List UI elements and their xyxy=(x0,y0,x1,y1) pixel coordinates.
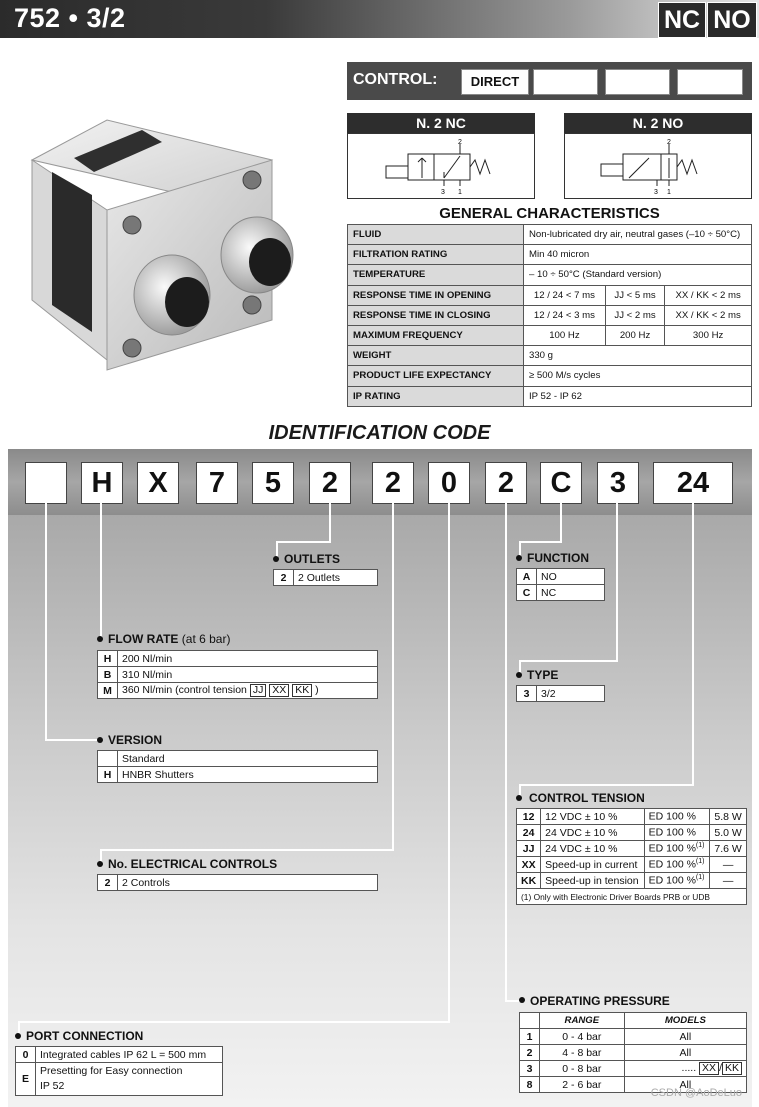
tension-desc: 12 VDC ± 10 % xyxy=(541,809,644,825)
type-desc: 3/2 xyxy=(537,686,605,702)
outlets-code: 2 xyxy=(274,570,294,586)
no-port-1: 1 xyxy=(667,189,671,196)
general-characteristics-title: GENERAL CHARACTERISTICS xyxy=(439,205,660,222)
table-row xyxy=(520,1045,747,1061)
flow-desc: 200 Nl/min xyxy=(118,651,378,667)
outlets-desc: 2 Outlets xyxy=(294,570,378,586)
pressure-box-kk: KK xyxy=(722,1062,742,1075)
port-code: E xyxy=(16,1063,36,1096)
port-title: PORT CONNECTION xyxy=(26,1029,144,1043)
nc-port-1: 1 xyxy=(458,189,462,196)
gc-row xyxy=(348,265,752,285)
connector-pressure xyxy=(505,502,507,1002)
pressure-models: All xyxy=(624,1029,746,1045)
nc-port-2: 2 xyxy=(458,139,462,146)
tension-ed xyxy=(644,809,710,825)
table-row xyxy=(16,1063,223,1096)
gc-value: 12 / 24 < 7 ms xyxy=(524,285,606,305)
connector-outlets xyxy=(329,502,331,542)
gc-value: – 10 ÷ 50°C (Standard version) xyxy=(524,265,752,285)
connector-tension xyxy=(692,502,694,786)
connector-function-h xyxy=(519,541,562,543)
pressure-table xyxy=(519,1012,747,1093)
pressure-header-models: MODELS xyxy=(624,1013,746,1029)
table-row xyxy=(98,651,378,667)
connector-port-h xyxy=(18,1021,450,1023)
tension-ed xyxy=(644,873,710,889)
flow-close-paren: ) xyxy=(315,684,319,696)
outlets-bullet xyxy=(273,556,279,562)
version-code: H xyxy=(98,767,118,783)
gc-row xyxy=(348,225,752,245)
tension-title: CONTROL TENSION xyxy=(529,791,645,805)
version-code xyxy=(98,751,118,767)
gc-value: 330 g xyxy=(524,346,752,366)
table-row xyxy=(517,841,747,857)
flow-box-kk: KK xyxy=(292,684,312,697)
table-row xyxy=(517,585,605,601)
port-desc-e xyxy=(36,1063,223,1096)
control-option-empty-1 xyxy=(533,69,598,95)
flow-desc-m xyxy=(118,683,378,699)
table-row xyxy=(274,570,378,586)
pressure-code: 2 xyxy=(520,1045,540,1061)
gc-row xyxy=(348,325,752,345)
flow-rate-title: FLOW RATE xyxy=(108,632,179,646)
gc-value: 100 Hz xyxy=(524,325,606,345)
gc-row xyxy=(348,366,752,386)
no-valve-symbol xyxy=(565,134,751,198)
pressure-header-blank xyxy=(520,1013,540,1029)
connector-version xyxy=(45,502,47,740)
pressure-range: 0 - 4 bar xyxy=(540,1029,625,1045)
tension-power: 5.8 W xyxy=(710,809,747,825)
gc-value: JJ < 5 ms xyxy=(605,285,664,305)
pressure-code: 3 xyxy=(520,1061,540,1077)
function-table xyxy=(516,568,605,601)
connector-tension-h xyxy=(519,784,694,786)
table-row xyxy=(517,889,747,905)
tension-desc: 24 VDC ± 10 % xyxy=(541,841,644,857)
tension-ed-text: ED 100 % xyxy=(648,874,696,887)
badge-nc: NC xyxy=(658,2,706,38)
outlets-title: OUTLETS xyxy=(284,552,340,566)
table-row xyxy=(98,875,378,891)
function-bullet xyxy=(516,555,522,561)
gc-value: Min 40 micron xyxy=(524,245,752,265)
port-code: 0 xyxy=(16,1047,36,1063)
gc-label: RESPONSE TIME IN CLOSING xyxy=(348,305,524,325)
control-option-empty-3 xyxy=(677,69,743,95)
gc-value: 12 / 24 < 3 ms xyxy=(524,305,606,325)
tension-desc: 24 VDC ± 10 % xyxy=(541,825,644,841)
port-desc-e-line1: Presetting for Easy connection xyxy=(40,1065,183,1077)
table-row xyxy=(517,873,747,889)
tension-code: 12 xyxy=(517,809,541,825)
port-bullet xyxy=(15,1033,21,1039)
pressure-range: 2 - 6 bar xyxy=(540,1077,625,1093)
pressure-models: All xyxy=(624,1077,746,1093)
gc-label: RESPONSE TIME IN OPENING xyxy=(348,285,524,305)
code-char-function: C xyxy=(540,462,582,504)
table-row xyxy=(98,667,378,683)
function-desc: NC xyxy=(537,585,605,601)
type-code: 3 xyxy=(517,686,537,702)
code-char-outlets: 2 xyxy=(309,462,351,504)
tension-note-mark: (1) xyxy=(521,891,532,902)
tension-ed-mark: (1) xyxy=(695,858,705,866)
port-desc-e-line2: IP 52 xyxy=(40,1080,65,1092)
function-code: A xyxy=(517,569,537,585)
tension-ed-text: ED 100 % xyxy=(648,810,696,823)
tension-desc: Speed-up in tension xyxy=(541,873,644,889)
code-char-7: 7 xyxy=(196,462,238,504)
tension-code: KK xyxy=(517,873,541,889)
tension-ed xyxy=(644,857,710,873)
table-row xyxy=(520,1013,747,1029)
connector-type-h xyxy=(519,660,618,662)
electrical-code: 2 xyxy=(98,875,118,891)
type-title: TYPE xyxy=(527,668,559,682)
electrical-title: No. ELECTRICAL CONTROLS xyxy=(108,857,278,871)
pressure-box-xx: XX xyxy=(699,1062,719,1075)
tension-power: 5.0 W xyxy=(710,825,747,841)
version-desc: Standard xyxy=(118,751,378,767)
tension-code: XX xyxy=(517,857,541,873)
port-desc: Integrated cables IP 62 L = 500 mm xyxy=(36,1047,223,1063)
code-char-port-connection: 0 xyxy=(428,462,470,504)
table-row xyxy=(98,683,378,699)
port-table xyxy=(15,1046,223,1096)
flow-rate-bullet xyxy=(97,636,103,642)
no-port-3: 3 xyxy=(654,189,658,196)
flow-desc: 310 Nl/min xyxy=(118,667,378,683)
tension-code: 24 xyxy=(517,825,541,841)
code-char-5: 5 xyxy=(252,462,294,504)
type-table xyxy=(516,685,605,702)
tension-ed-text: ED 100 % xyxy=(648,826,696,839)
gc-value: 200 Hz xyxy=(605,325,664,345)
connector-electrical-h xyxy=(100,849,394,851)
flow-code: M xyxy=(98,683,118,699)
flow-rate-table xyxy=(97,650,378,699)
flow-rate-subtitle: (at 6 bar) xyxy=(181,632,231,646)
flow-code: H xyxy=(98,651,118,667)
control-option-direct: DIRECT xyxy=(461,69,529,95)
flow-box-xx: XX xyxy=(269,684,289,697)
tension-ed-mark: (1) xyxy=(695,842,705,850)
code-char-pressure: 2 xyxy=(485,462,527,504)
pressure-models-3 xyxy=(624,1061,746,1077)
tension-power: — xyxy=(710,857,747,873)
valve-product-image xyxy=(22,100,314,375)
pressure-bullet xyxy=(519,997,525,1003)
gc-value: XX / KK < 2 ms xyxy=(665,285,752,305)
connector-function xyxy=(560,502,562,542)
flow-code: B xyxy=(98,667,118,683)
pressure-range: 4 - 8 bar xyxy=(540,1045,625,1061)
gc-row xyxy=(348,305,752,325)
tension-ed xyxy=(644,825,710,841)
tension-ed xyxy=(644,841,710,857)
version-desc: HNBR Shutters xyxy=(118,767,378,783)
general-characteristics-table xyxy=(347,224,752,407)
table-row xyxy=(98,767,378,783)
gc-label: FLUID xyxy=(348,225,524,245)
function-desc: NO xyxy=(537,569,605,585)
code-char-type: 3 xyxy=(597,462,639,504)
code-char-electrical: 2 xyxy=(372,462,414,504)
table-row xyxy=(517,809,747,825)
code-char-port xyxy=(25,462,67,504)
tension-ed-text: ED 100 % xyxy=(648,858,696,871)
tension-power: — xyxy=(710,873,747,889)
type-bullet xyxy=(516,672,522,678)
gc-label: TEMPERATURE xyxy=(348,265,524,285)
gc-row xyxy=(348,285,752,305)
version-bullet xyxy=(97,737,103,743)
version-table xyxy=(97,750,378,783)
table-row xyxy=(517,686,605,702)
table-row xyxy=(517,569,605,585)
electrical-desc: 2 Controls xyxy=(118,875,378,891)
gc-label: FILTRATION RATING xyxy=(348,245,524,265)
function-code: C xyxy=(517,585,537,601)
gc-row xyxy=(348,245,752,265)
flow-box-jj: JJ xyxy=(250,684,267,697)
code-char-x: X xyxy=(137,462,179,504)
electrical-table xyxy=(97,874,378,891)
gc-label: PRODUCT LIFE EXPECTANCY xyxy=(348,366,524,386)
gc-label: WEIGHT xyxy=(348,346,524,366)
gc-label: IP RATING xyxy=(348,386,524,406)
tension-bullet xyxy=(516,795,522,801)
symbol-no-diagram xyxy=(564,133,752,199)
gc-value: 300 Hz xyxy=(665,325,752,345)
function-title: FUNCTION xyxy=(527,551,589,565)
table-row xyxy=(517,857,747,873)
control-option-empty-2 xyxy=(605,69,670,95)
connector-electrical xyxy=(392,502,394,851)
pressure-code: 8 xyxy=(520,1077,540,1093)
gc-value: ≥ 500 M/s cycles xyxy=(524,366,752,386)
electrical-bullet xyxy=(97,861,103,867)
table-row xyxy=(520,1029,747,1045)
tension-table xyxy=(516,808,747,905)
connector-port xyxy=(448,502,450,1023)
table-row xyxy=(98,751,378,767)
gc-label: MAXIMUM FREQUENCY xyxy=(348,325,524,345)
pressure-models-dots: ..... xyxy=(681,1062,697,1074)
pressure-code: 1 xyxy=(520,1029,540,1045)
pressure-title: OPERATING PRESSURE xyxy=(530,994,670,1008)
connector-version-h xyxy=(45,739,100,741)
tension-note xyxy=(517,889,747,905)
pressure-models: All xyxy=(624,1045,746,1061)
table-row xyxy=(517,825,747,841)
page-title: 752 • 3/2 xyxy=(14,3,126,33)
gc-row xyxy=(348,386,752,406)
symbol-nc-diagram xyxy=(347,133,535,199)
version-title: VERSION xyxy=(108,733,163,747)
badge-no: NO xyxy=(707,2,757,38)
connector-outlets-h xyxy=(276,541,331,543)
tension-ed-text: ED 100 % xyxy=(648,842,696,855)
identification-code-title: IDENTIFICATION CODE xyxy=(268,422,491,444)
tension-power: 7.6 W xyxy=(710,841,747,857)
outlets-table xyxy=(273,569,378,586)
nc-valve-symbol xyxy=(348,134,534,198)
gc-value: XX / KK < 2 ms xyxy=(665,305,752,325)
connector-flow xyxy=(100,502,102,638)
code-char-flow: H xyxy=(81,462,123,504)
gc-value: IP 52 - IP 62 xyxy=(524,386,752,406)
pressure-range: 0 - 8 bar xyxy=(540,1061,625,1077)
connector-type xyxy=(616,502,618,662)
flow-desc-m-text: 360 Nl/min (control tension xyxy=(122,684,247,696)
tension-note-text: Only with Electronic Driver Boards PRB or UDB xyxy=(533,891,710,902)
pressure-header-range: RANGE xyxy=(540,1013,625,1029)
control-label: CONTROL: xyxy=(353,71,438,88)
gc-row xyxy=(348,346,752,366)
table-row xyxy=(520,1061,747,1077)
nc-port-3: 3 xyxy=(441,189,445,196)
flow-rate-heading xyxy=(108,632,230,646)
symbol-nc-title: N. 2 NC xyxy=(347,113,535,133)
gc-value: Non-lubricated dry air, neutral gases (–10 ÷ 50°C) xyxy=(524,225,752,245)
tension-ed-mark: (1) xyxy=(695,874,705,882)
gc-value: JJ < 2 ms xyxy=(605,305,664,325)
pressure-box-sep: / xyxy=(719,1062,722,1074)
watermark: CSDN @AoDeLuo xyxy=(650,1087,742,1099)
code-char-tension: 24 xyxy=(653,462,733,504)
symbol-no-title: N. 2 NO xyxy=(564,113,752,133)
no-port-2: 2 xyxy=(667,139,671,146)
tension-code: JJ xyxy=(517,841,541,857)
table-row xyxy=(16,1047,223,1063)
tension-desc: Speed-up in current xyxy=(541,857,644,873)
